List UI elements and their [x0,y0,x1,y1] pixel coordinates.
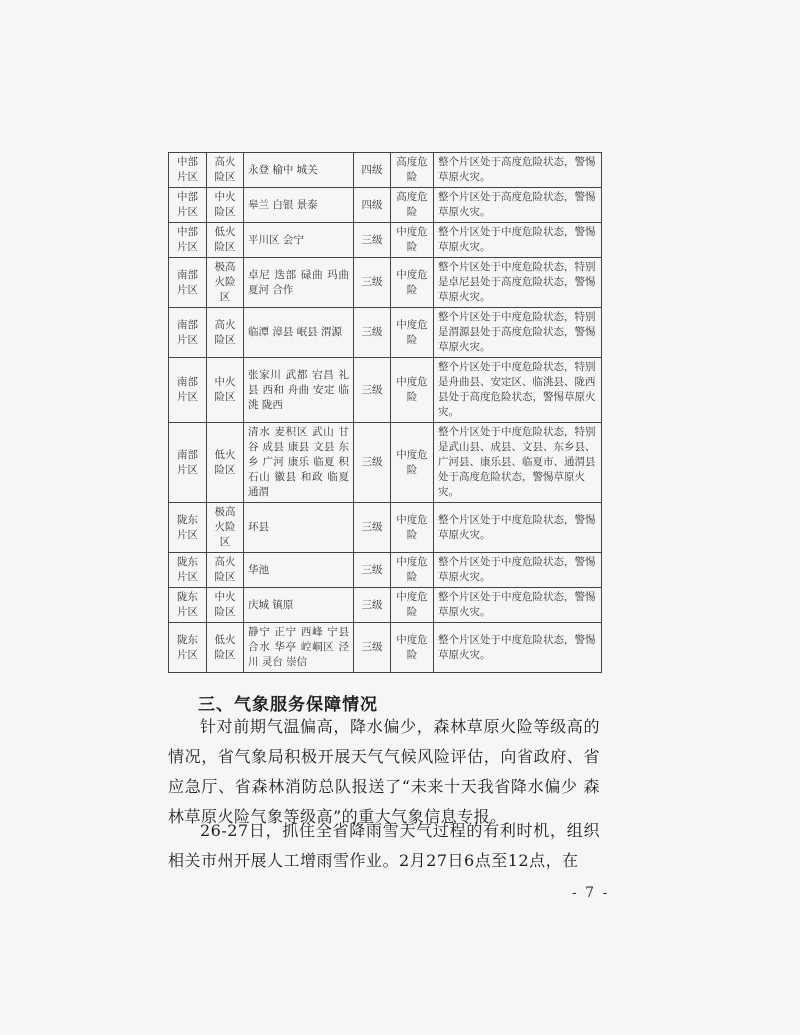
counties-cell: 华池 [244,553,354,588]
risk-zone-cell: 高火险区 [207,308,244,358]
grade-cell: 三级 [354,588,391,623]
fire-risk-table-body [169,153,602,673]
counties-cell: 临潭 漳县 岷县 渭源 [244,308,354,358]
description-cell: 整个片区处于中度危险状态，警惕草原火灾。 [434,503,602,553]
region-cell: 陇东片区 [169,623,207,673]
danger-cell: 中度危险 [391,258,434,308]
region-cell: 陇东片区 [169,588,207,623]
counties-cell: 卓尼 迭部 碌曲 玛曲 夏河 合作 [244,258,354,308]
danger-cell: 高度危险 [391,153,434,188]
risk-zone-cell: 低火险区 [207,623,244,673]
grade-cell: 三级 [354,503,391,553]
risk-zone-cell: 低火险区 [207,223,244,258]
risk-zone-cell: 中火险区 [207,588,244,623]
region-cell: 中部片区 [169,223,207,258]
page-number: - 7 - [572,885,610,901]
region-cell: 陇东片区 [169,553,207,588]
table-row [169,553,602,588]
grade-cell: 三级 [354,623,391,673]
counties-cell: 静宁 正宁 西峰 宁县 合水 华亭 崆峒区 泾川 灵台 崇信 [244,623,354,673]
danger-cell: 中度危险 [391,588,434,623]
counties-cell: 永登 榆中 城关 [244,153,354,188]
description-cell: 整个片区处于中度危险状态，警惕草原火灾。 [434,623,602,673]
description-cell: 整个片区处于中度危险状态，警惕草原火灾。 [434,553,602,588]
description-cell: 整个片区处于中度危险状态，特别是舟曲县、安定区、临洮县、陇西县处于高度危险状态，警惕草原火灾。 [434,358,602,423]
danger-cell: 中度危险 [391,358,434,423]
description-cell: 整个片区处于中度危险状态，特别是卓尼县处于高度危险状态，警惕草原火灾。 [434,258,602,308]
danger-cell: 中度危险 [391,623,434,673]
region-cell: 南部片区 [169,308,207,358]
danger-cell: 中度危险 [391,553,434,588]
grade-cell: 四级 [354,188,391,223]
region-cell: 南部片区 [169,423,207,503]
description-cell: 整个片区处于高度危险状态，警惕草原火灾。 [434,188,602,223]
table-row [169,153,602,188]
danger-cell: 高度危险 [391,188,434,223]
table-row [169,588,602,623]
counties-cell: 皋兰 白银 景泰 [244,188,354,223]
risk-zone-cell: 高火险区 [207,153,244,188]
counties-cell: 平川区 会宁 [244,223,354,258]
table-row [169,503,602,553]
table-row [169,258,602,308]
body-paragraph: 针对前期气温偏高，降水偏少，森林草原火险等级高的情况，省气象局积极开展天气气候风险评估，向省政府、省应急厅、省森林消防总队报送了“未来十天我省降水偏少 森林草原火险气象等级高”的重大气象信息专报。 [168,717,600,826]
description-cell: 整个片区处于中度危险状态，特别是渭源县处于高度危险状态，警惕草原火灾。 [434,308,602,358]
fire-risk-table [168,152,602,673]
grade-cell: 三级 [354,358,391,423]
grade-cell: 三级 [354,308,391,358]
grade-cell: 三级 [354,423,391,503]
description-cell: 整个片区处于高度危险状态，警惕草原火灾。 [434,153,602,188]
danger-cell: 中度危险 [391,423,434,503]
danger-cell: 中度危险 [391,223,434,258]
risk-zone-cell: 中火险区 [207,188,244,223]
risk-zone-cell: 极高火险区 [207,503,244,553]
risk-zone-cell: 高火险区 [207,553,244,588]
table-row [169,423,602,503]
risk-zone-cell: 低火险区 [207,423,244,503]
risk-zone-cell: 中火险区 [207,358,244,423]
counties-cell: 张家川 武都 宕昌 礼县 西和 舟曲 安定 临洮 陇西 [244,358,354,423]
danger-cell: 中度危险 [391,503,434,553]
table-row [169,188,602,223]
table-row [169,308,602,358]
table-row [169,623,602,673]
grade-cell: 三级 [354,223,391,258]
description-cell: 整个片区处于中度危险状态，警惕草原火灾。 [434,588,602,623]
grade-cell: 三级 [354,258,391,308]
table-row [169,358,602,423]
grade-cell: 三级 [354,553,391,588]
grade-cell: 四级 [354,153,391,188]
counties-cell: 庆城 镇原 [244,588,354,623]
description-cell: 整个片区处于中度危险状态，特别是武山县、成县、文县、东乡县、广河县、康乐县、临夏市、通渭县处于高度危险状态，警惕草原火灾。 [434,423,602,503]
description-cell: 整个片区处于中度危险状态，警惕草原火灾。 [434,223,602,258]
region-cell: 中部片区 [169,153,207,188]
risk-zone-cell: 极高火险区 [207,258,244,308]
region-cell: 南部片区 [169,358,207,423]
table-row [169,223,602,258]
counties-cell: 清水 麦积区 武山 甘谷 成县 康县 文县 东乡 广河 康乐 临夏 积石山 徽县 和政 临夏 通渭 [244,423,354,503]
counties-cell: 环县 [244,503,354,553]
danger-cell: 中度危险 [391,308,434,358]
region-cell: 中部片区 [169,188,207,223]
region-cell: 南部片区 [169,258,207,308]
region-cell: 陇东片区 [169,503,207,553]
section-heading: 三、气象服务保障情况 [198,695,378,715]
body-paragraph: 26-27日，抓住全省降雨雪天气过程的有利时机，组织相关市州开展人工增雨雪作业。2月27日6点至12点，在 [168,821,600,870]
